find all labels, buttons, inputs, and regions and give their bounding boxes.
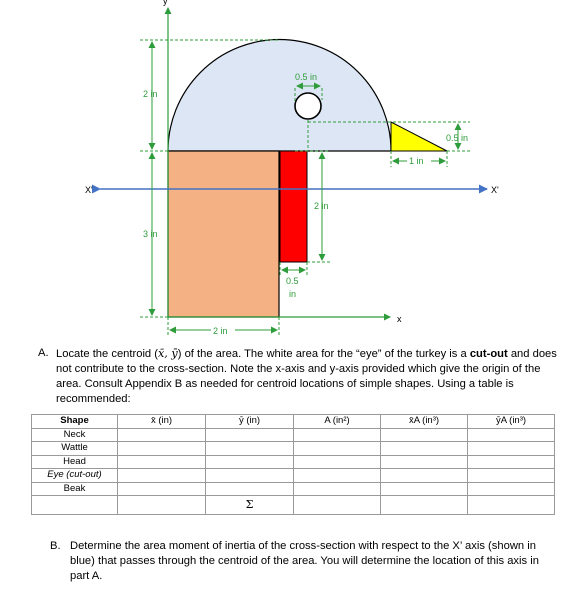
- beak-triangle: [391, 122, 447, 151]
- header-shape: Shape: [32, 415, 118, 429]
- header-y-bar: ȳ (in): [206, 415, 294, 429]
- part-b-body: Determine the area moment of inertia of the cross-section with respect to the X’ axis (shown in blue) that passes through the centroid of the area. You will determine the location of this axis in part A.: [70, 540, 539, 582]
- beak-length-label: 1 in: [409, 156, 424, 166]
- sigma-symbol: Σ: [245, 497, 254, 511]
- part-a-body: Locate the centroid (x̄, ȳ) of the area. The white area for the “eye” of the turkey is a cut-out and does not contribute to the cross-section. Note the x-axis and y-axis provided which give the origin of the area. Consult Appendix B as needed for centroid locations of simple shapes. Using a table is recommended:: [56, 347, 557, 405]
- eye-diameter-label: 0.5 in: [295, 72, 318, 82]
- eye-circle: [295, 93, 321, 119]
- head-semicircle: [168, 40, 391, 151]
- x-prime-left-label: X': [85, 185, 93, 195]
- wattle-rectangle: [280, 151, 307, 262]
- wattle-width-label-2: in: [289, 289, 297, 299]
- header-area: A (in²): [294, 415, 381, 429]
- neck-width-label: 2 in: [213, 326, 228, 336]
- table-header-row: [32, 415, 555, 429]
- header-x-bar: x̄ (in): [118, 415, 206, 429]
- y-axis-label: y: [163, 0, 168, 6]
- table-row: [32, 482, 555, 496]
- part-a-question: [38, 346, 558, 407]
- header-x-bar-a: x̄A (in³): [381, 415, 468, 429]
- centroid-table: [31, 414, 555, 515]
- shape-cell: Beak: [32, 482, 118, 496]
- head-height-label: 2 in: [143, 89, 158, 99]
- cutout-emphasis: cut-out: [469, 348, 508, 360]
- table-row: [32, 455, 555, 469]
- part-a-letter: A.: [38, 347, 49, 359]
- part-b-letter: B.: [50, 540, 61, 552]
- neck-rectangle: [168, 151, 279, 317]
- header-y-bar-a: ȳA (in³): [468, 415, 555, 429]
- shape-cell: Head: [32, 455, 118, 469]
- table-row: [32, 428, 555, 442]
- shape-cell: Neck: [32, 428, 118, 442]
- x-axis-label: x: [397, 314, 402, 324]
- table-row: [32, 469, 555, 483]
- beak-height-label: 0.5 in: [446, 133, 469, 143]
- body-height-label: 3 in: [143, 229, 158, 239]
- table-row: [32, 442, 555, 456]
- x-prime-right-label: X': [491, 185, 499, 195]
- part-b-question: [50, 539, 555, 584]
- wattle-width-label-1: 0.5: [286, 276, 299, 286]
- sigma-row: [32, 496, 555, 515]
- shape-cell: Eye (cut-out): [32, 469, 118, 483]
- centroid-symbol: x̄, ȳ: [158, 347, 178, 360]
- shape-cell: Wattle: [32, 442, 118, 456]
- wattle-height-label: 2 in: [314, 201, 329, 211]
